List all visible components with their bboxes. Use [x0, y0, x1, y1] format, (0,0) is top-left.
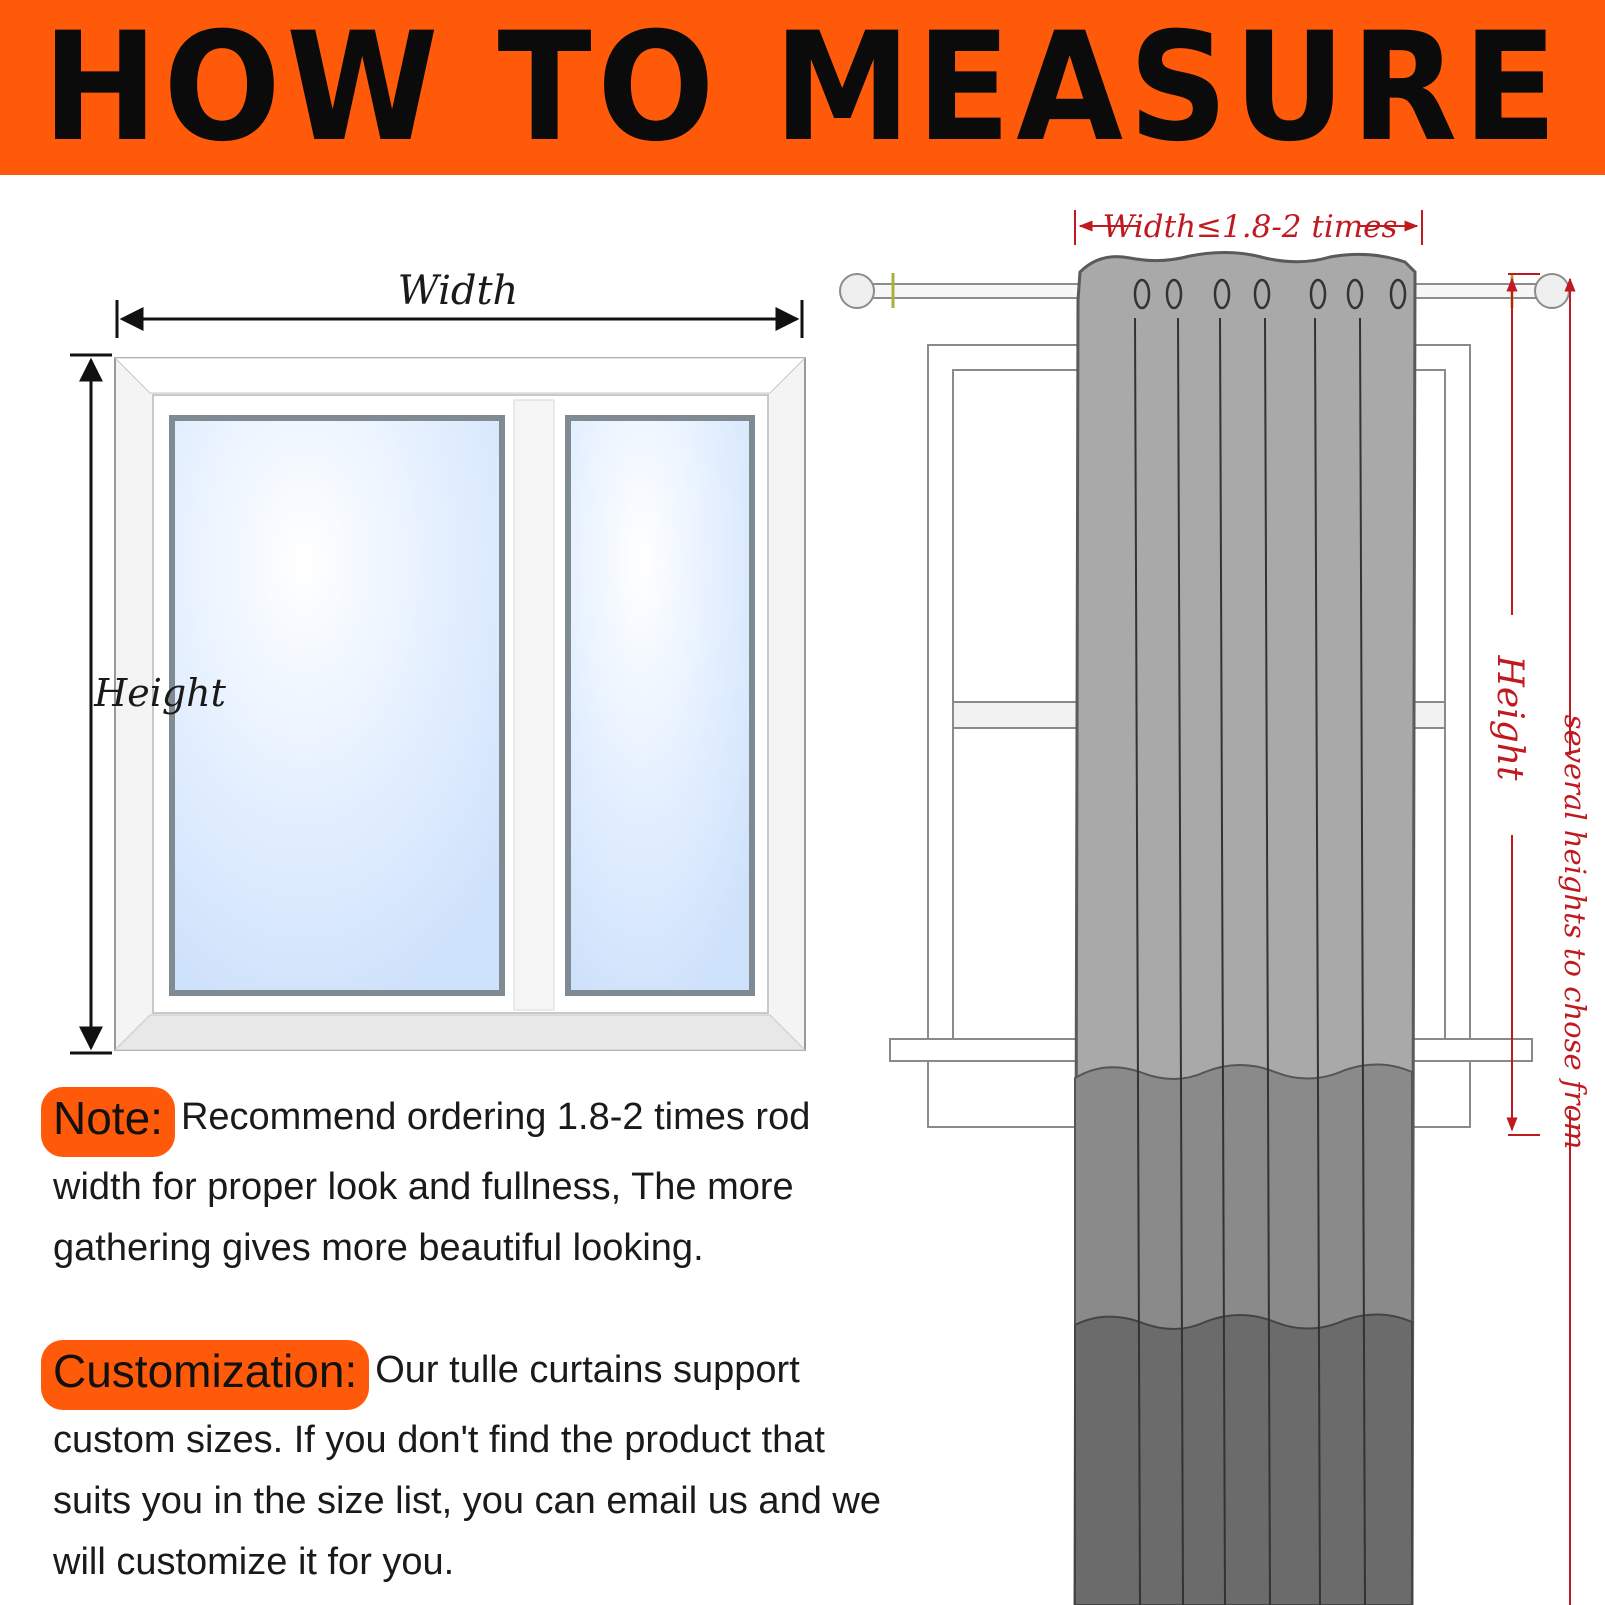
- customization-text: Our tulle curtains support custom sizes. If you don't find the product that suits you in the size list, you can email us and we will customize it for you.: [53, 1349, 881, 1583]
- customization-label: Customization:: [41, 1340, 369, 1410]
- curtain-height-label: Height: [1489, 655, 1530, 781]
- several-heights-label: several heights to chose from: [1558, 714, 1592, 1150]
- window-width-label: Width: [397, 268, 519, 314]
- note-label: Note:: [41, 1087, 175, 1157]
- window-right-pane: [568, 418, 752, 993]
- curtain-height-dimension: [1489, 274, 1540, 1135]
- curtain-panel: [1075, 252, 1415, 1605]
- page-title: HOW TO MEASURE: [42, 0, 1563, 175]
- rod-finial-right: [1535, 274, 1569, 308]
- rod-finial-left: [840, 274, 874, 308]
- curtain-width-dimension: [1075, 209, 1422, 245]
- note-text: Recommend ordering 1.8-2 times rod width for proper look and fullness, The more gathering gives more beautiful looking.: [53, 1096, 811, 1269]
- several-heights-dimension: [1558, 279, 1592, 1605]
- customization-section: [53, 1340, 883, 1593]
- note-section: [53, 1087, 883, 1279]
- window-mullion: [514, 400, 554, 1010]
- window-height-label: Height: [94, 671, 226, 715]
- window-width-dimension: [117, 268, 802, 338]
- curtain-width-label: Width≤1.8-2 times: [1102, 209, 1398, 245]
